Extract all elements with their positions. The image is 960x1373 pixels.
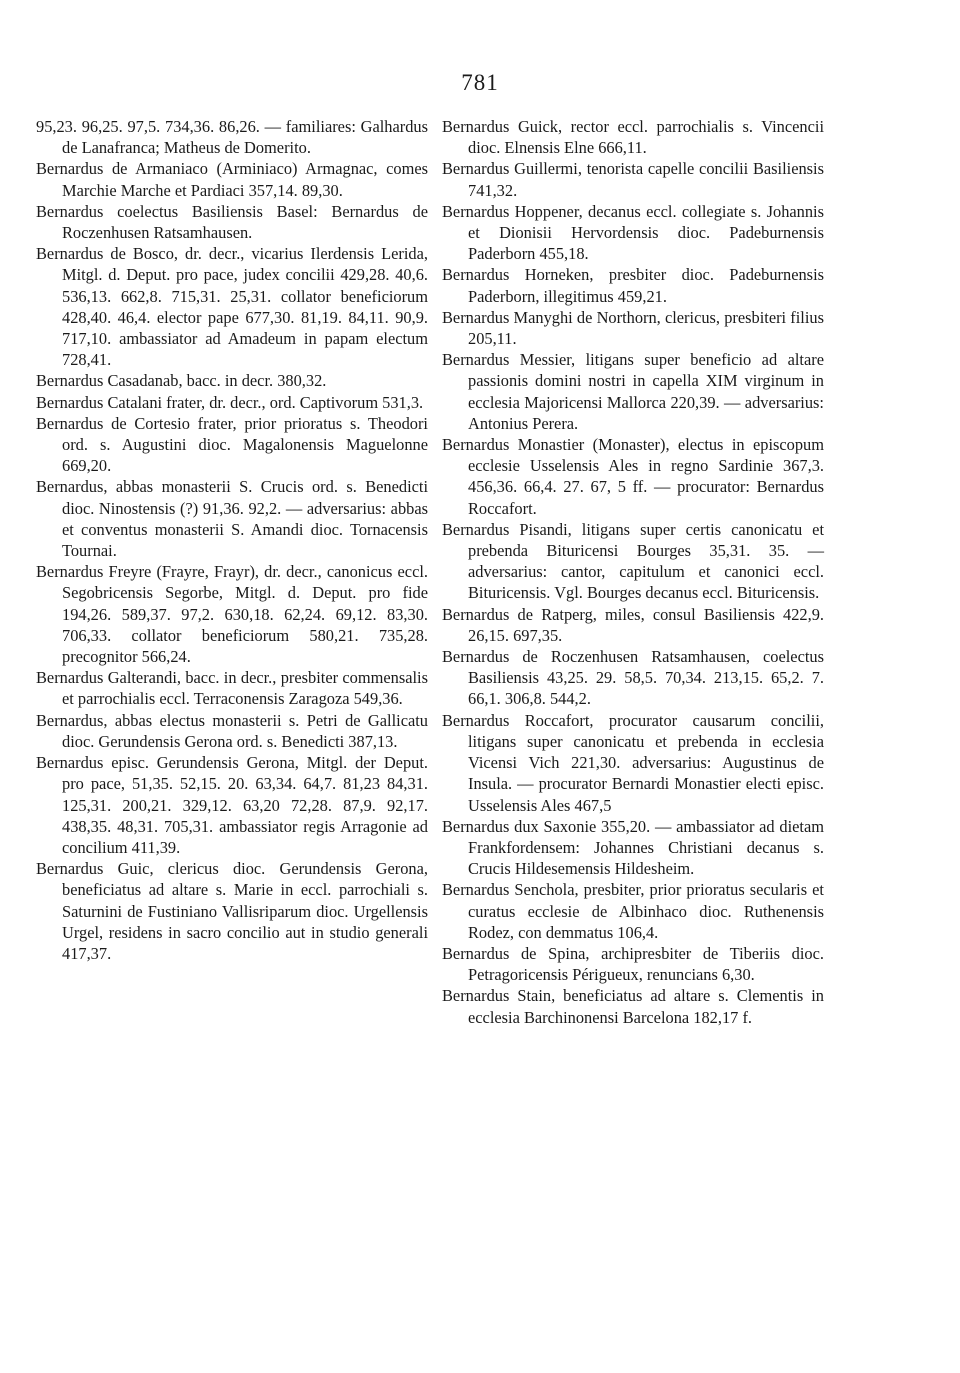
- index-entry: Bernardus Stain, beneficiatus ad altare s. Clementis in ecclesia Barchinonensi Barcelona 182,17 f.: [442, 986, 824, 1027]
- index-entry: Bernardus Guillermi, tenorista capelle concilii Basiliensis 741,32.: [442, 159, 824, 200]
- page-number: 781: [461, 70, 499, 95]
- index-entry: Bernardus de Bosco, dr. decr., vicarius Ilerdensis Lerida, Mitgl. d. Deput. pro pace, judex concilii 429,28. 40,6. 536,13. 662,8. 715,31. 25,31. collator beneficiorum 428,40. 46,4. elector pape 677,30. 81,19. 84,11. 90,9. 717,10. ambassiator ad Amadeum in papam electum 728,41.: [36, 244, 428, 370]
- index-entry: Bernardus de Roczenhusen Ratsamhausen, coelectus Basiliensis 43,25. 29. 58,5. 70,34. 213,15. 65,2. 7. 66,1. 306,8. 544,2.: [442, 647, 824, 709]
- index-entry: Bernardus Hoppener, decanus eccl. collegiate s. Johannis et Dionisii Hervordensis dioc. Padeburnensis Paderborn 455,18.: [442, 201, 824, 264]
- index-entry: Bernardus Manyghi de Northorn, clericus, presbiteri filius 205,11.: [442, 307, 824, 349]
- index-entry: Bernardus Senchola, presbiter, prior prioratus secularis et curatus ecclesie de Albinhaco dioc. Ruthenensis Rodez, con demmatus 106,4.: [442, 880, 824, 942]
- index-entry: Bernardus Guic, clericus dioc. Gerundensis Gerona, beneficiatus ad altare s. Marie in eccl. parrochiali s. Saturnini de Fustiniano Vallisriparum dioc. Urgellensis Urgel, residens in sacro concilio aut in studio generali 417,37.: [36, 859, 428, 963]
- index-entry: Bernardus de Armaniaco (Arminiaco) Armagnac, comes Marchie Marche et Pardiaci 357,14. 89,30.: [36, 159, 428, 200]
- index-entry: Bernardus Messier, litigans super beneficio ad altare passionis domini nostri in capella XIM virginum in ecclesia Majoricensi Mallorca 220,39. — adversarius: Antonius Perera.: [442, 350, 824, 433]
- index-entry: Bernardus de Cortesio frater, prior prioratus s. Theodori ord. s. Augustini dioc. Magalonensis Maguelonne 669,20.: [36, 413, 428, 476]
- index-entry: Bernardus Horneken, presbiter dioc. Padeburnensis Paderborn, illegitimus 459,21.: [442, 265, 824, 306]
- index-entry: Bernardus dux Saxonie 355,20. — ambassiator ad dietam Frankfordensem: Johannes Christiani decanus s. Crucis Hildesemensis Hildesheim.: [442, 816, 824, 879]
- index-entry: Bernardus Guick, rector eccl. parrochialis s. Vincencii dioc. Elnensis Elne 666,11.: [442, 117, 824, 158]
- index-column-right: [442, 116, 824, 1028]
- index-entry: 95,23. 96,25. 97,5. 734,36. 86,26. — familiares: Galhardus de Lanafranca; Matheus de Domerito.: [36, 117, 428, 158]
- index-entry: Bernardus Roccafort, procurator causarum concilii, litigans super canonicatu et prebenda in ecclesia Vicensi Vich 221,30. adversarius: Augustinus de Insula. — procurator Bernardi Monastier electi episc. Usselensis Ales 467,5: [442, 710, 824, 815]
- index-entry: Bernardus, abbas electus monasterii s. Petri de Gallicatu dioc. Gerundensis Gerona ord. s. Benedicti 387,13.: [36, 710, 428, 751]
- index-entry: Bernardus episc. Gerundensis Gerona, Mitgl. der Deput. pro pace, 51,35. 52,15. 20. 63,34. 64,7. 81,23 84,31. 125,31. 200,21. 329,12. 63,20 72,28. 87,9. 92,17. 438,35. 48,31. 705,31. ambassiator regis Arragonie ad concilium 411,39.: [36, 753, 428, 857]
- index-column-left: [36, 116, 428, 964]
- index-entry: Bernardus Casadanab, bacc. in decr. 380,32.: [36, 371, 327, 391]
- index-entry: Bernardus Galterandi, bacc. in decr., presbiter commensalis et parrochialis eccl. Terraconensis Zaragoza 549,36.: [36, 668, 428, 709]
- index-entry: Bernardus de Spina, archipresbiter de Tiberiis dioc. Petragoricensis Périgueux, renuncians 6,30.: [442, 943, 824, 985]
- index-entry: Bernardus coelectus Basiliensis Basel: Bernardus de Roczenhusen Ratsamhausen.: [36, 201, 428, 243]
- index-entry: Bernardus, abbas monasterii S. Crucis ord. s. Benedicti dioc. Ninostensis (?) 91,36. 92,2. — adversarius: abbas et conventus monasterii S. Amandi dioc. Tornacensis Tournai.: [36, 477, 428, 561]
- index-entry: Bernardus Catalani frater, dr. decr., ord. Captivorum 531,3.: [36, 392, 424, 412]
- index-entry: Bernardus Monastier (Monaster), electus in episcopum ecclesie Usselensis Ales in regno Sardinie 367,3. 456,36. 66,4. 27. 67, 5 ff. — procurator: Bernardus Roccafort.: [442, 435, 824, 518]
- index-entry: Bernardus de Ratperg, miles, consul Basiliensis 422,9. 26,15. 697,35.: [442, 604, 824, 645]
- index-entry: Bernardus Pisandi, litigans super certis canonicatu et prebenda Bituricensi Bourges 35,31. 35. — adversarius: cantor, capitulum et canonici eccl. Bituricensis. Vgl. Bourges decanus eccl. Bituricensis.: [442, 519, 824, 603]
- index-entry: Bernardus Freyre (Frayre, Frayr), dr. decr., canonicus eccl. Segobricensis Segorbe, Mitgl. d. Deput. pro fide 194,26. 589,37. 97,2. 630,18. 62,24. 69,12. 83,30. 706,33. collator beneficiorum 580,21. 735,28. precognitor 566,24.: [36, 562, 428, 667]
